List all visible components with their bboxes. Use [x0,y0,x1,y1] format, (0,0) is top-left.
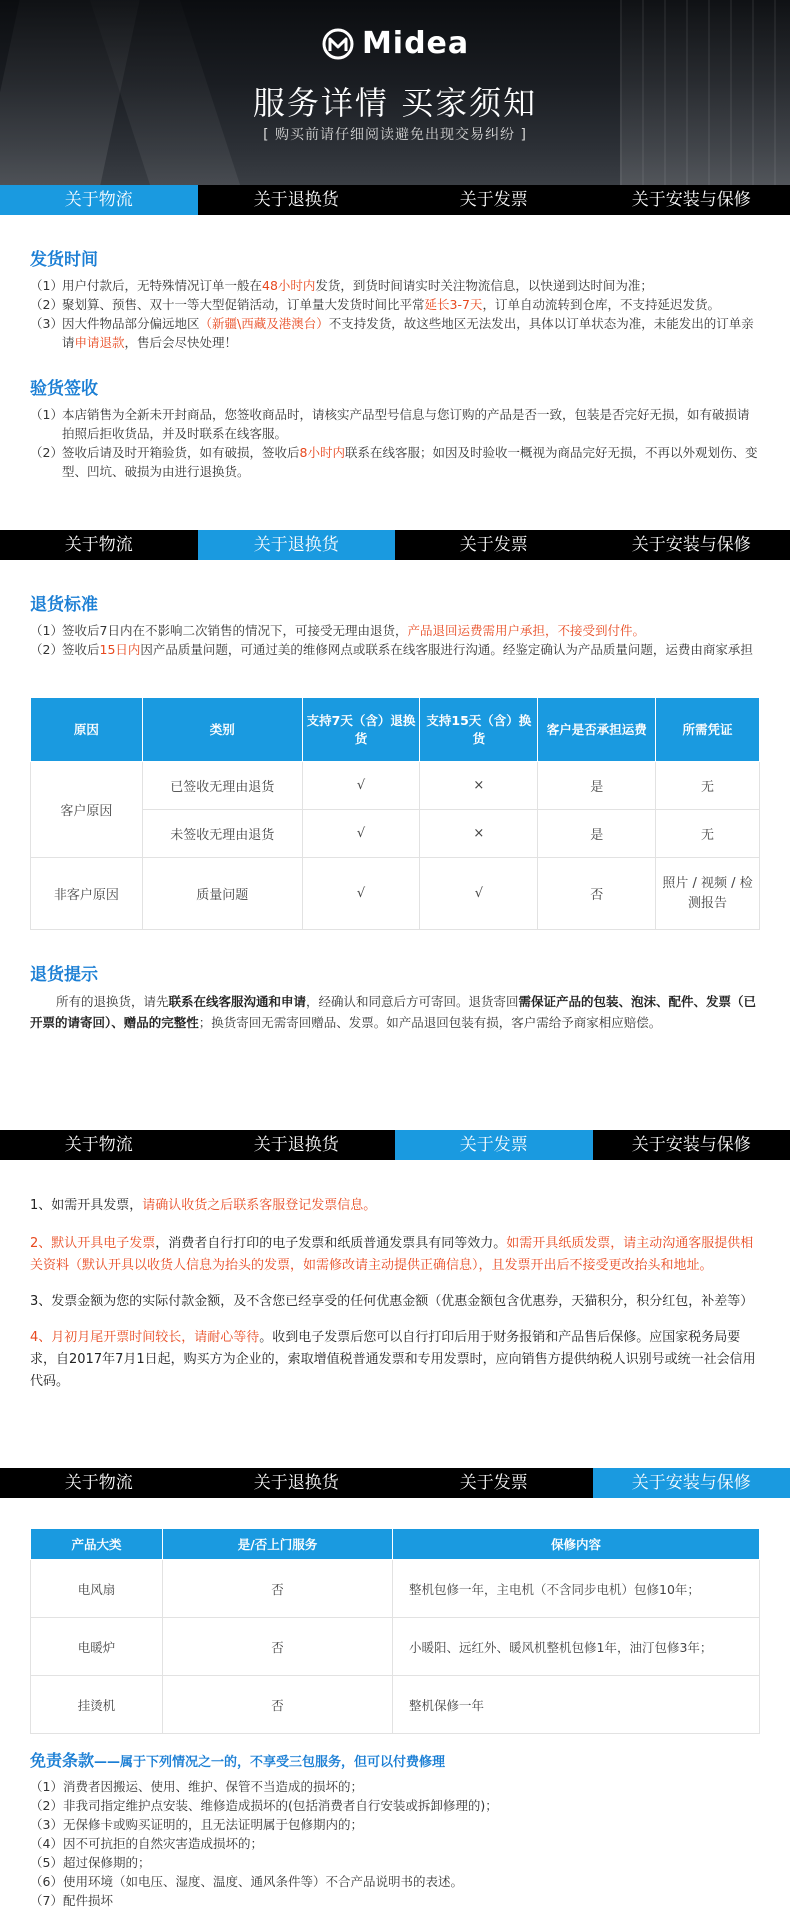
table-header-cell: 原因 [31,698,143,762]
content-cell: 小暖阳、远红外、暖风机整机包修1年，油汀包修3年； [393,1618,760,1676]
invoice-para-4: 4、月初月尾开票时间较长，请耐心等待。收到电子发票后您可以自行打印后用于财务报销和产品售后保修。应国家税务局要求，自2017年7月1日起，购买方为企业的，索取增值税普通发票和专用发票时，应向销售方提供纳税人识别号或统一社会信用代码。 [30,1327,760,1393]
table-row [31,1676,760,1734]
list-item: （1） 签收后7日内在不影响二次销售的情况下，可接受无理由退货，产品退回运费需用户承担，不接受到付件。 [30,621,760,640]
proof-cell: 照片 / 视频 / 检测报告 [656,858,760,930]
table-row [31,1560,760,1618]
list-item: （2） 签收后15日内因产品质量问题，可通过美的维修网点或联系在线客服进行沟通。经鉴定确认为产品质量问题，运费由商家承担 [30,640,760,659]
table-header-cell: 支持15天（含）换货 [420,698,538,762]
list-item: （2） 聚划算、预售、双十一等大型促销活动，订单量大发货时间比平常延长3-7天，订单自动流转到仓库，不支持延迟发货。 [30,295,760,314]
list-item: （4）因不可抗拒的自然灾害造成损坏的； [30,1834,760,1853]
d15-cell: √ [420,858,538,930]
table-row [31,1618,760,1676]
product-cell: 电暖炉 [31,1618,163,1676]
warranty-table [30,1528,760,1734]
table-header-cell: 是/否上门服务 [163,1529,393,1560]
disclaimer-heading: 免责条款——属于下列情况之一的，不享受三包服务，但可以付费修理 [30,1748,760,1771]
hero-subtitle: [ 购买前请仔细阅读避免出现交易纠纷 ] [0,124,790,144]
tab-warranty[interactable]: 关于安装与保修 [593,1130,790,1160]
ship-list [30,276,760,352]
disclaimer-list [30,1777,760,1910]
d15-cell: × [420,762,538,810]
list-item: （3）无保修卡或购买证明的，且无法证明属于包修期内的； [30,1815,760,1834]
list-item: （2）非我司指定维护点安装、维修造成损坏的(包括消费者自行安装或拆卸修理的)； [30,1796,760,1815]
returns-section [0,560,790,1130]
ship-heading: 发货时间 [30,245,760,270]
onsite-cell: 否 [163,1560,393,1618]
invoice-para-3: 3、发票金额为您的实际付款金额，及不含您已经享受的任何优惠金额（优惠金额包含优惠券，天猫积分，积分红包，补差等） [30,1291,760,1313]
list-item: （1） 用户付款后，无特殊情况订单一般在48小时内发货，到货时间请实时关注物流信息，以快递到达时间为准； [30,276,760,295]
tab-warranty[interactable]: 关于安装与保修 [593,1468,790,1498]
table-header-cell: 所需凭证 [656,698,760,762]
tab-returns[interactable]: 关于退换货 [198,1130,396,1160]
tab-invoice[interactable]: 关于发票 [395,1130,593,1160]
check-list [30,405,760,481]
freight-cell: 否 [538,858,656,930]
hero-title: 服务详情 买家须知 [0,78,790,124]
tab-returns[interactable]: 关于退换货 [198,185,396,215]
freight-cell: 是 [538,810,656,858]
return-tip-text: 所有的退换货，请先联系在线客服沟通和申请，经确认和同意后方可寄回。退货寄回需保证产品的包装、泡沫、配件、发票（已开票的请寄回）、赠品的完整性；换货寄回无需寄回赠品、发票。如产品退回包装有损，客户需给予商家相应赔偿。 [30,991,760,1033]
table-header-cell: 类别 [142,698,302,762]
tab-returns[interactable]: 关于退换货 [198,1468,396,1498]
onsite-cell: 否 [163,1676,393,1734]
category-cell: 已签收无理由退货 [142,762,302,810]
warranty-section [0,1498,790,1910]
list-item: （1）消费者因搬运、使用、维护、保管不当造成的损坏的； [30,1777,760,1796]
tab-invoice[interactable]: 关于发票 [395,1468,593,1498]
logistics-section [0,215,790,530]
product-cell: 电风扇 [31,1560,163,1618]
invoice-para-1: 1、如需开具发票，请确认收货之后联系客服登记发票信息。 [30,1195,760,1217]
content-cell: 整机包修一年，主电机（不含同步电机）包修10年； [393,1560,760,1618]
proof-cell: 无 [656,762,760,810]
reason-cell: 客户原因 [31,762,143,858]
tab-warranty[interactable]: 关于安装与保修 [593,530,790,560]
return-tip-heading: 退货提示 [30,960,760,985]
tab-logistics[interactable]: 关于物流 [0,1468,198,1498]
d7-cell: √ [302,810,420,858]
return-standard-list [30,621,760,659]
table-header-cell: 保修内容 [393,1529,760,1560]
list-item: （5）超过保修期的； [30,1853,760,1872]
tab-returns[interactable]: 关于退换货 [198,530,396,560]
tab-invoice[interactable]: 关于发票 [395,530,593,560]
list-item: （2） 签收后请及时开箱验货，如有破损，签收后8小时内联系在线客服；如因及时验收一概视为商品完好无损，不再以外观划伤、变型、凹坑、破损为由进行退换货。 [30,443,760,481]
check-heading: 验货签收 [30,374,760,399]
product-cell: 挂烫机 [31,1676,163,1734]
table-header-cell: 产品大类 [31,1529,163,1560]
midea-logo [0,26,790,61]
d15-cell: × [420,810,538,858]
d7-cell: √ [302,762,420,810]
tab-bar-returns [0,530,790,560]
logo-text: Midea [362,26,469,61]
proof-cell: 无 [656,810,760,858]
tab-bar-logistics [0,185,790,215]
table-header-cell: 客户是否承担运费 [538,698,656,762]
onsite-cell: 否 [163,1618,393,1676]
category-cell: 质量问题 [142,858,302,930]
table-header-row [31,1529,760,1560]
content-cell: 整机保修一年 [393,1676,760,1734]
tab-logistics[interactable]: 关于物流 [0,185,198,215]
invoice-section [0,1160,790,1468]
midea-logo-icon [321,27,355,61]
list-item: （1） 本店销售为全新未开封商品，您签收商品时，请核实产品型号信息与您订购的产品是否一致，包装是否完好无损，如有破损请拍照后拒收货品，并及时联系在线客服。 [30,405,760,443]
list-item: （6）使用环境（如电压、湿度、温度、通风条件等）不合产品说明书的表述。 [30,1872,760,1891]
tab-bar-invoice [0,1130,790,1160]
tab-warranty[interactable]: 关于安装与保修 [593,185,790,215]
list-item: （3） 因大件物品部分偏远地区（新疆\西藏及港澳台）不支持发货，故这些地区无法发出，具体以订单状态为准，未能发出的订单亲请申请退款，售后会尽快处理！ [30,314,760,352]
return-standard-heading: 退货标准 [30,590,760,615]
table-header-cell: 支持7天（含）退换货 [302,698,420,762]
list-item: （7）配件损坏 [30,1891,760,1910]
d7-cell: √ [302,858,420,930]
invoice-para-2: 2、默认开具电子发票，消费者自行打印的电子发票和纸质普通发票具有同等效力。如需开具纸质发票，请主动沟通客服提供相关资料（默认开具以收货人信息为抬头的发票，如需修改请主动提供正确信息），且发票开出后不接受更改抬头和地址。 [30,1233,760,1277]
table-header-row [31,698,760,762]
reason-cell: 非客户原因 [31,858,143,930]
tab-bar-warranty [0,1468,790,1498]
tab-logistics[interactable]: 关于物流 [0,530,198,560]
freight-cell: 是 [538,762,656,810]
return-policy-table [30,697,760,930]
table-row [31,858,760,930]
hero-banner [0,0,790,185]
tab-logistics[interactable]: 关于物流 [0,1130,198,1160]
table-row [31,762,760,810]
category-cell: 未签收无理由退货 [142,810,302,858]
tab-invoice[interactable]: 关于发票 [395,185,593,215]
